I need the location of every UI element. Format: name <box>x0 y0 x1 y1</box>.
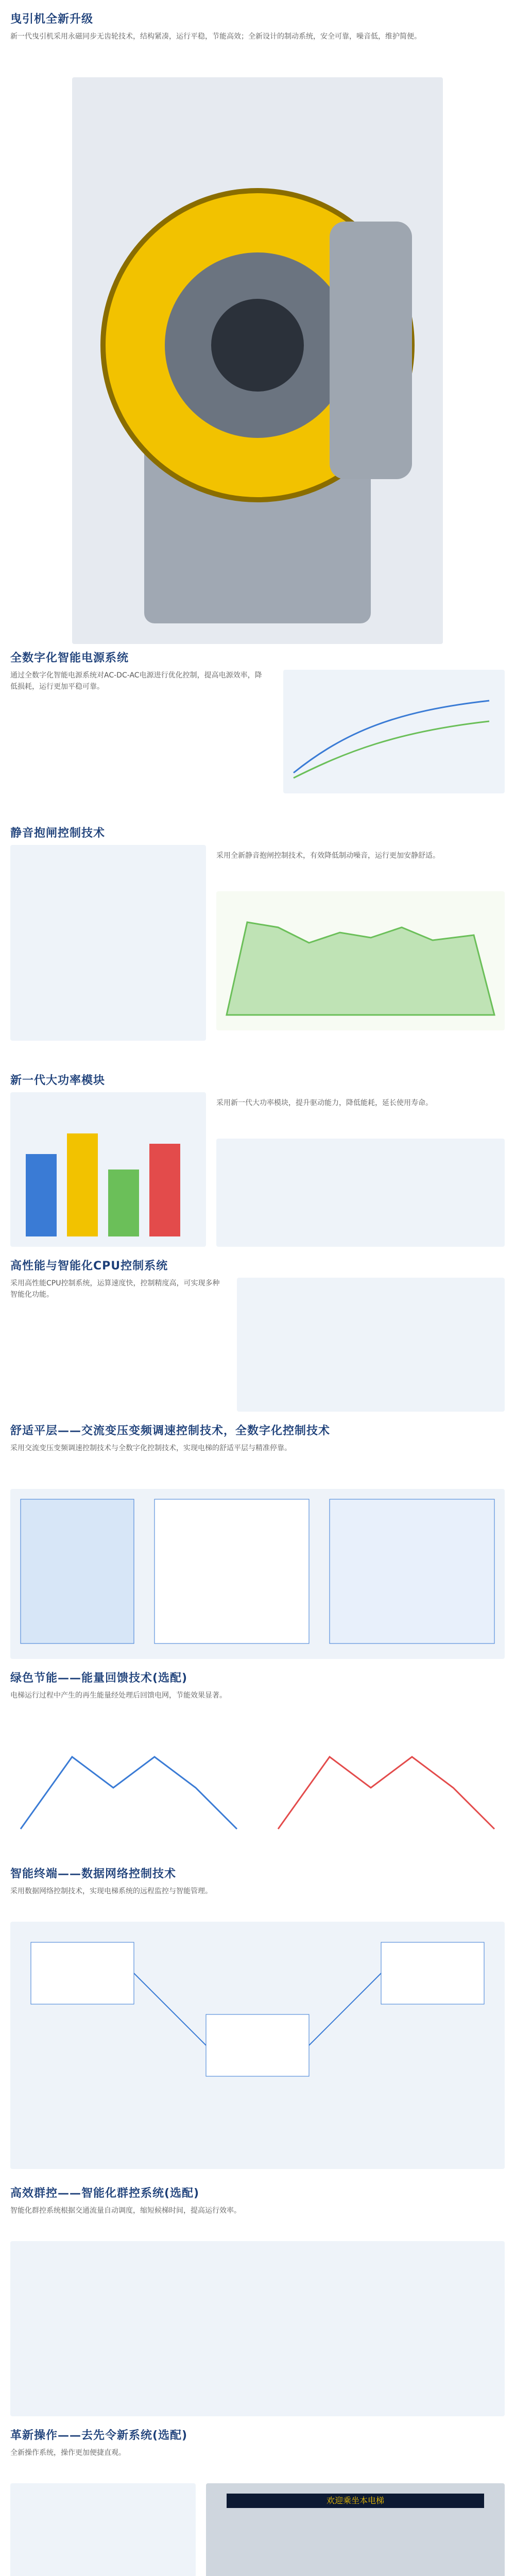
energy-chart-left <box>10 1726 247 1844</box>
section-text-power: 通过全数字化智能电源系统对AC-DC-AC电源进行优化控制，提高电源效率，降低损耗，运行更加平稳可靠。 <box>10 671 262 691</box>
section-text-machine: 新一代曳引机采用永磁同步无齿轮技术，结构紧凑，运行平稳，节能高效；全新设计的制动系统，安全可靠，噪音低，维护简便。 <box>10 32 421 41</box>
group-control-image <box>10 2241 505 2416</box>
elevator-doors-image <box>206 2483 505 2576</box>
section-text-leveling: 采用交流变压变频调速控制技术与全数字化控制技术，实现电梯的舒适平层与精准停靠。 <box>10 1444 291 1452</box>
network-diagram <box>10 1922 505 2169</box>
traction-machine-image <box>72 77 443 644</box>
brake-chart-panel <box>216 891 505 1030</box>
section-text-module: 采用新一代大功率模块，提升驱动能力，降低能耗，延长使用寿命。 <box>216 1099 433 1107</box>
section-text-energy: 电梯运行过程中产生的再生能量经处理后回馈电网，节能效果显著。 <box>10 1691 227 1700</box>
section-title-module: 新一代大功率模块 <box>10 1074 106 1087</box>
section-text-network: 采用数据网络控制技术，实现电梯系统的远程监控与智能管理。 <box>10 1887 212 1895</box>
cpu-image <box>237 1278 505 1412</box>
section-title-network: 智能终端——数据网络控制技术 <box>10 1868 177 1880</box>
section-text-cpu: 采用高性能CPU控制系统，运算速度快，控制精度高，可实现多种智能化功能。 <box>10 1279 220 1299</box>
operation-panel-image <box>10 2483 196 2576</box>
brake-image <box>10 845 206 1041</box>
section-title-group: 高效群控——智能化群控系统(选配) <box>10 2187 200 2200</box>
section-text-group: 智能化群控系统根据交通流量自动调度，缩短候梯时间，提高运行效率。 <box>10 2207 241 2215</box>
section-title-leveling: 舒适平层——交流变压变频调速控制技术，全数字化控制技术 <box>10 1425 331 1437</box>
section-title-brake: 静音抱闸控制技术 <box>10 827 106 840</box>
traction-machine-illustration <box>72 77 443 644</box>
section-title-operation: 革新操作——去先令新系统(选配) <box>10 2429 188 2442</box>
leveling-diagram <box>10 1489 505 1659</box>
power-chart-panel <box>283 670 505 793</box>
section-title-machine: 曳引机全新升级 <box>10 13 94 26</box>
section-title-cpu: 高性能与智能化CPU控制系统 <box>10 1260 168 1273</box>
section-text-brake: 采用全新静音抱闸控制技术，有效降低制动噪音，运行更加安静舒适。 <box>216 852 440 860</box>
ticker-display: 欢迎乘坐本电梯 <box>227 2494 484 2508</box>
energy-chart-right <box>268 1726 505 1844</box>
module-image <box>216 1139 505 1247</box>
module-chart-panel <box>10 1092 206 1247</box>
section-text-operation: 全新操作系统，操作更加便捷直观。 <box>10 2449 126 2457</box>
section-title-energy: 绿色节能——能量回馈技术(选配) <box>10 1672 188 1685</box>
section-title-power: 全数字化智能电源系统 <box>10 652 129 665</box>
